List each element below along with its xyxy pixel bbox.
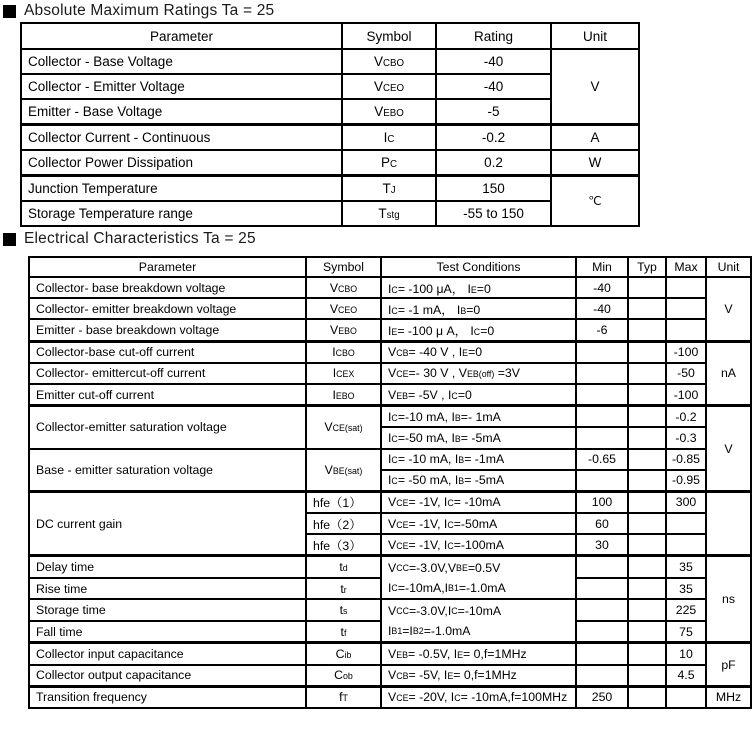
table-row bbox=[21, 176, 639, 202]
elec-char-table bbox=[28, 256, 752, 709]
cell-typ bbox=[628, 341, 666, 363]
cell-typ bbox=[628, 384, 666, 406]
cell-parameter: Collector - Emitter Voltage bbox=[21, 74, 342, 99]
cell-unit: A bbox=[551, 125, 639, 151]
header-row bbox=[21, 23, 639, 49]
table-row bbox=[21, 74, 639, 99]
cell-cond: V CC =-3.0V,V BE =0.5V I C =-10mA,I B1 =-1.0mA bbox=[381, 556, 576, 600]
cell-typ bbox=[628, 643, 666, 665]
cell-min bbox=[576, 578, 628, 600]
cell-cond: V CC =-3.0V,I C =-10mA I B1 =I B2 =-1.0mA bbox=[381, 599, 576, 643]
cell-min bbox=[576, 384, 628, 406]
cell-symbol: hfe（2） bbox=[306, 513, 381, 534]
table-row bbox=[29, 556, 751, 578]
column-header: Typ bbox=[628, 257, 666, 277]
cell-symbol: ICBO bbox=[306, 341, 381, 363]
cell-cond: IC= -1 mA， IB=0 bbox=[381, 298, 576, 319]
cell-typ bbox=[628, 599, 666, 620]
cell-max: -100 bbox=[666, 341, 706, 363]
cell-min bbox=[576, 621, 628, 643]
cell-rating: -40 bbox=[436, 49, 551, 74]
cell-min: -40 bbox=[576, 277, 628, 298]
cell-symbol: IEBO bbox=[306, 384, 381, 406]
cell-min: -0.65 bbox=[576, 449, 628, 470]
cell-parameter: Collector- emittercut-off current bbox=[29, 363, 306, 384]
cell-parameter: Collector Power Dissipation bbox=[21, 150, 342, 176]
cell-typ bbox=[628, 406, 666, 428]
cell-symbol: ts bbox=[306, 599, 381, 620]
cell-min bbox=[576, 665, 628, 687]
cell-unit: V bbox=[551, 49, 639, 125]
cell-symbol: VCEO bbox=[306, 298, 381, 319]
cell-rating: -0.2 bbox=[436, 125, 551, 151]
cell-cond: VCE= -1V, IC=-50mA bbox=[381, 513, 576, 534]
cell-symbol: hfe（3） bbox=[306, 534, 381, 556]
cell-min bbox=[576, 599, 628, 620]
cell-symbol: PC bbox=[342, 150, 436, 176]
table-row bbox=[29, 277, 751, 298]
cell-parameter: Collector input capacitance bbox=[29, 643, 306, 665]
cell-cond: VEB= -0.5V, IE= 0,f=1MHz bbox=[381, 643, 576, 665]
cell-typ bbox=[628, 319, 666, 341]
cell-parameter: Collector output capacitance bbox=[29, 665, 306, 687]
cell-max: -50 bbox=[666, 363, 706, 384]
cell-min: -40 bbox=[576, 298, 628, 319]
cell-parameter: Collector- base breakdown voltage bbox=[29, 277, 306, 298]
cell-typ bbox=[628, 665, 666, 687]
cell-parameter: Delay time bbox=[29, 556, 306, 578]
cell-typ bbox=[628, 277, 666, 298]
cell-min bbox=[576, 363, 628, 384]
table-row bbox=[21, 49, 639, 74]
cell-parameter: Fall time bbox=[29, 621, 306, 643]
table-row bbox=[29, 665, 751, 687]
cell-max: -0.2 bbox=[666, 406, 706, 428]
table-row bbox=[29, 298, 751, 319]
cell-unit: MHz bbox=[706, 686, 751, 708]
cell-cond: IC= -50 mA, IB= -5mA bbox=[381, 470, 576, 492]
cell-cond: IE= -100 μ A， IC=0 bbox=[381, 319, 576, 341]
cell-max bbox=[666, 319, 706, 341]
cell-rating: -55 to 150 bbox=[436, 201, 551, 226]
column-header: Min bbox=[576, 257, 628, 277]
cell-min bbox=[576, 556, 628, 578]
table-row bbox=[29, 363, 751, 384]
cell-cond: VCE= -1V, IC= -10mA bbox=[381, 491, 576, 513]
cell-parameter: Collector Current - Continuous bbox=[21, 125, 342, 151]
column-header: Parameter bbox=[29, 257, 306, 277]
table-row bbox=[21, 150, 639, 176]
cell-max bbox=[666, 513, 706, 534]
cell-typ bbox=[628, 534, 666, 556]
cell-min bbox=[576, 406, 628, 428]
cell-min bbox=[576, 427, 628, 448]
cell-max bbox=[666, 277, 706, 298]
cell-max: 75 bbox=[666, 621, 706, 643]
cell-min: 100 bbox=[576, 491, 628, 513]
cell-min: 60 bbox=[576, 513, 628, 534]
cell-min: 30 bbox=[576, 534, 628, 556]
cell-unit bbox=[706, 491, 751, 556]
cell-parameter: Storage time bbox=[29, 599, 306, 620]
cell-symbol: tr bbox=[306, 578, 381, 600]
cell-symbol: ICEX bbox=[306, 363, 381, 384]
cell-symbol: Tstg bbox=[342, 201, 436, 226]
cell-typ bbox=[628, 556, 666, 578]
cell-cond: VCE=- 30 V , VEB(off) =3V bbox=[381, 363, 576, 384]
abs-max-section-title bbox=[3, 2, 274, 20]
cell-symbol: VCEO bbox=[342, 74, 436, 99]
cell-cond: IC= -100 μA， IE=0 bbox=[381, 277, 576, 298]
cell-symbol: VCBO bbox=[342, 49, 436, 74]
cell-rating: 150 bbox=[436, 176, 551, 202]
cell-typ bbox=[628, 491, 666, 513]
cell-parameter: Emitter cut-off current bbox=[29, 384, 306, 406]
cell-min: 250 bbox=[576, 686, 628, 708]
cell-max bbox=[666, 298, 706, 319]
cell-cond: VEB= -5V , IC=0 bbox=[381, 384, 576, 406]
cell-max: 4.5 bbox=[666, 665, 706, 687]
cell-max: 35 bbox=[666, 556, 706, 578]
cell-symbol: Cib bbox=[306, 643, 381, 665]
cell-max: 300 bbox=[666, 491, 706, 513]
cell-typ bbox=[628, 686, 666, 708]
cell-symbol: tf bbox=[306, 621, 381, 643]
column-header: Symbol bbox=[306, 257, 381, 277]
table-row bbox=[29, 449, 751, 470]
cell-max: -0.95 bbox=[666, 470, 706, 492]
column-header: Unit bbox=[706, 257, 751, 277]
cell-typ bbox=[628, 621, 666, 643]
table-row bbox=[29, 643, 751, 665]
cell-symbol: Cob bbox=[306, 665, 381, 687]
header-row bbox=[29, 257, 751, 277]
table-row bbox=[29, 341, 751, 363]
cell-min bbox=[576, 341, 628, 363]
table-row bbox=[29, 384, 751, 406]
cell-parameter: Collector - Base Voltage bbox=[21, 49, 342, 74]
cell-typ bbox=[628, 578, 666, 600]
elec-char-section-title bbox=[3, 230, 256, 248]
cell-cond: VCE= -20V, IC= -10mA,f=100MHz bbox=[381, 686, 576, 708]
cell-symbol: TJ bbox=[342, 176, 436, 202]
cell-typ bbox=[628, 470, 666, 492]
cell-cond: VCB= -5V, IE= 0,f=1MHz bbox=[381, 665, 576, 687]
cell-typ bbox=[628, 427, 666, 448]
column-header: Parameter bbox=[21, 23, 342, 49]
cell-typ bbox=[628, 363, 666, 384]
section-title-text: Electrical Characteristics Ta = 25 bbox=[24, 230, 256, 247]
section-bullet-icon bbox=[3, 233, 16, 246]
table-row bbox=[29, 491, 751, 513]
column-header: Test Conditions bbox=[381, 257, 576, 277]
section-bullet-icon bbox=[3, 5, 16, 18]
cell-typ bbox=[628, 298, 666, 319]
cell-symbol: td bbox=[306, 556, 381, 578]
cell-symbol: VBE(sat) bbox=[306, 449, 381, 492]
column-header: Rating bbox=[436, 23, 551, 49]
cell-cond: VCE= -1V, IC=-100mA bbox=[381, 534, 576, 556]
cell-max: -0.85 bbox=[666, 449, 706, 470]
table-row bbox=[29, 599, 751, 620]
cell-max: 10 bbox=[666, 643, 706, 665]
cell-cond: VCB= -40 V , IE=0 bbox=[381, 341, 576, 363]
cell-symbol: hfe（1） bbox=[306, 491, 381, 513]
cell-symbol: VEBO bbox=[342, 99, 436, 125]
cell-max bbox=[666, 534, 706, 556]
abs-max-table bbox=[20, 22, 640, 227]
cell-parameter: DC current gain bbox=[29, 491, 306, 556]
table-row bbox=[29, 319, 751, 341]
cell-parameter: Collector- emitter breakdown voltage bbox=[29, 298, 306, 319]
cell-unit: nA bbox=[706, 341, 751, 406]
cell-rating: -40 bbox=[436, 74, 551, 99]
cell-symbol: fT bbox=[306, 686, 381, 708]
cell-max: -100 bbox=[666, 384, 706, 406]
cell-min: -6 bbox=[576, 319, 628, 341]
table-row bbox=[29, 406, 751, 428]
cell-max: 225 bbox=[666, 599, 706, 620]
column-header: Symbol bbox=[342, 23, 436, 49]
cell-max bbox=[666, 686, 706, 708]
cell-parameter: Collector-emitter saturation voltage bbox=[29, 406, 306, 449]
cell-parameter: Transition frequency bbox=[29, 686, 306, 708]
table-row bbox=[21, 201, 639, 226]
cell-parameter: Emitter - Base Voltage bbox=[21, 99, 342, 125]
cell-parameter: Storage Temperature range bbox=[21, 201, 342, 226]
cell-cond: IC=-10 mA, IB=- 1mA bbox=[381, 406, 576, 428]
cell-unit: ns bbox=[706, 556, 751, 643]
cell-unit: pF bbox=[706, 643, 751, 686]
cell-cond: IC= -10 mA, IB= -1mA bbox=[381, 449, 576, 470]
column-header: Max bbox=[666, 257, 706, 277]
cell-symbol: IC bbox=[342, 125, 436, 151]
cell-rating: -5 bbox=[436, 99, 551, 125]
table-row bbox=[29, 686, 751, 708]
table-row bbox=[21, 99, 639, 125]
cell-typ bbox=[628, 513, 666, 534]
table-row bbox=[21, 125, 639, 151]
cell-unit: V bbox=[706, 406, 751, 492]
cell-max: -0.3 bbox=[666, 427, 706, 448]
cell-parameter: Emitter - base breakdown voltage bbox=[29, 319, 306, 341]
cell-unit: ℃ bbox=[551, 176, 639, 227]
cell-parameter: Collector-base cut-off current bbox=[29, 341, 306, 363]
cell-symbol: VEBO bbox=[306, 319, 381, 341]
cell-symbol: VCE(sat) bbox=[306, 406, 381, 449]
cell-typ bbox=[628, 449, 666, 470]
cell-min bbox=[576, 643, 628, 665]
cell-max: 35 bbox=[666, 578, 706, 600]
cell-symbol: VCBO bbox=[306, 277, 381, 298]
cell-rating: 0.2 bbox=[436, 150, 551, 176]
cell-unit: W bbox=[551, 150, 639, 176]
cell-min bbox=[576, 470, 628, 492]
cell-parameter: Base - emitter saturation voltage bbox=[29, 449, 306, 492]
column-header: Unit bbox=[551, 23, 639, 49]
cell-cond: IC=-50 mA, IB= -5mA bbox=[381, 427, 576, 448]
section-title-text: Absolute Maximum Ratings Ta = 25 bbox=[24, 2, 275, 19]
cell-parameter: Rise time bbox=[29, 578, 306, 600]
cell-unit: V bbox=[706, 277, 751, 341]
cell-parameter: Junction Temperature bbox=[21, 176, 342, 202]
